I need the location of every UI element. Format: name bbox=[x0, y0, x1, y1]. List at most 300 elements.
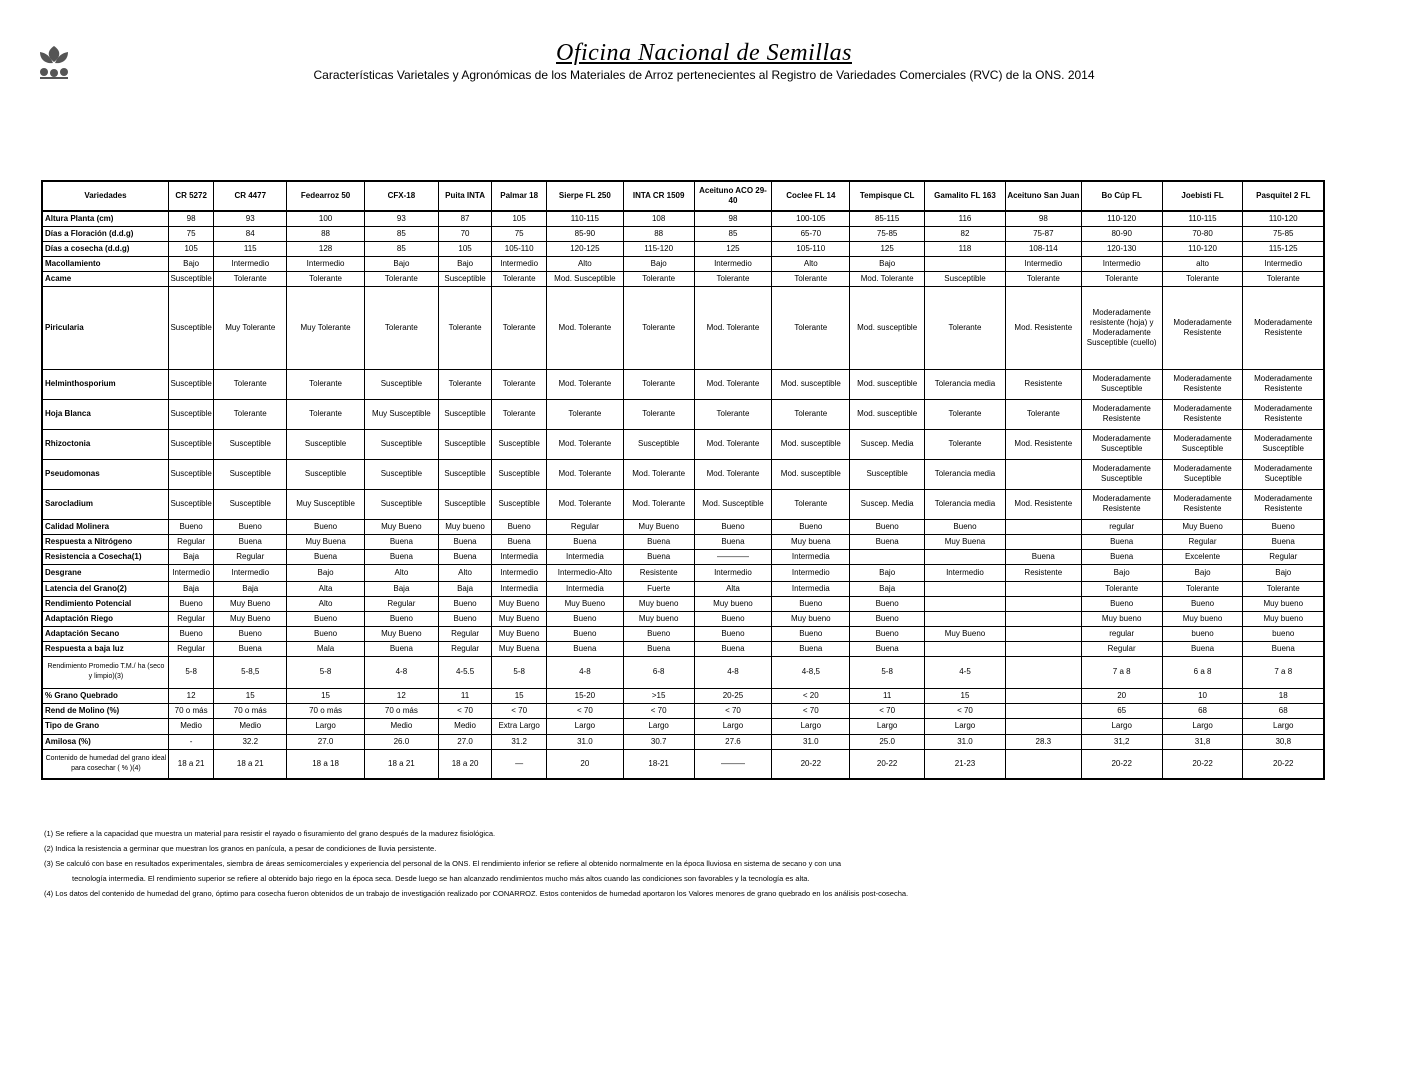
table-cell: Mod. susceptible bbox=[772, 459, 850, 489]
table-cell: Moderadamente Suceptible bbox=[1162, 459, 1243, 489]
table-cell: Susceptible bbox=[287, 459, 365, 489]
row-label: Tipo de Grano bbox=[42, 718, 168, 734]
table-cell: Moderadamente Resistente bbox=[1081, 489, 1162, 519]
table-cell: Intermedia bbox=[772, 549, 850, 564]
table-cell: < 70 bbox=[694, 703, 772, 718]
table-cell: Tolerante bbox=[492, 399, 547, 429]
table-cell: Susceptible bbox=[438, 489, 492, 519]
table-cell: 30,8 bbox=[1243, 734, 1324, 749]
table-cell: Bueno bbox=[287, 626, 365, 641]
table-cell: 20-22 bbox=[1081, 749, 1162, 779]
table-cell: Muy Buena bbox=[287, 534, 365, 549]
table-cell: 115-120 bbox=[623, 241, 694, 256]
table-cell: 20-22 bbox=[850, 749, 925, 779]
table-cell: Bajo bbox=[1162, 564, 1243, 581]
table-cell: Muy bueno bbox=[1243, 596, 1324, 611]
table-cell: Bueno bbox=[1081, 596, 1162, 611]
table-cell: Largo bbox=[925, 718, 1006, 734]
table-cell: Buena bbox=[1081, 534, 1162, 549]
table-row bbox=[42, 519, 1324, 534]
table-cell: Moderadamente Resistente bbox=[1162, 369, 1243, 399]
table-cell: Mod. Tolerante bbox=[694, 369, 772, 399]
table-row bbox=[42, 703, 1324, 718]
table-cell: Tolerante bbox=[1243, 271, 1324, 286]
column-header: Sierpe FL 250 bbox=[546, 181, 623, 211]
column-header: Pasquitel 2 FL bbox=[1243, 181, 1324, 211]
table-cell: Buena bbox=[772, 641, 850, 656]
table-cell: 18 a 20 bbox=[438, 749, 492, 779]
table-row bbox=[42, 596, 1324, 611]
table-cell: 75 bbox=[492, 226, 547, 241]
table-cell: 80-90 bbox=[1081, 226, 1162, 241]
table-cell: 5-8,5 bbox=[214, 656, 287, 688]
table-cell: Susceptible bbox=[364, 429, 438, 459]
table-cell: Tolerancia media bbox=[925, 489, 1006, 519]
table-cell: Mod. Tolerante bbox=[850, 271, 925, 286]
table-row bbox=[42, 256, 1324, 271]
table-row bbox=[42, 226, 1324, 241]
row-label: Rend de Molino (%) bbox=[42, 703, 168, 718]
row-label: Pseudomonas bbox=[42, 459, 168, 489]
table-cell: Regular bbox=[1081, 641, 1162, 656]
table-cell: Muy Bueno bbox=[492, 626, 547, 641]
table-cell: Alto bbox=[364, 564, 438, 581]
table-cell: 5-8 bbox=[850, 656, 925, 688]
table-cell bbox=[1005, 718, 1081, 734]
table-cell: 32.2 bbox=[214, 734, 287, 749]
table-cell: Muy Bueno bbox=[492, 596, 547, 611]
table-cell: 21-23 bbox=[925, 749, 1006, 779]
column-header: Aceituno San Juan bbox=[1005, 181, 1081, 211]
table-cell: Susceptible bbox=[492, 429, 547, 459]
table-cell: 105 bbox=[168, 241, 213, 256]
table-cell: Susceptible bbox=[492, 459, 547, 489]
table-cell: 70 bbox=[438, 226, 492, 241]
table-cell: Baja bbox=[214, 581, 287, 596]
table-cell: Intermedio bbox=[214, 256, 287, 271]
page-title: Oficina Nacional de Semillas bbox=[556, 40, 852, 66]
table-cell: Buena bbox=[287, 549, 365, 564]
table-cell: Mod. Tolerante bbox=[623, 489, 694, 519]
table-cell: Intermedio bbox=[694, 564, 772, 581]
table-cell bbox=[1005, 688, 1081, 703]
table-cell: Buena bbox=[438, 534, 492, 549]
table-cell: Bueno bbox=[287, 611, 365, 626]
table-cell: Muy Bueno bbox=[1162, 519, 1243, 534]
table-cell: Bajo bbox=[168, 256, 213, 271]
table-cell: Largo bbox=[1081, 718, 1162, 734]
table-cell: 18-21 bbox=[623, 749, 694, 779]
table-cell: 31,8 bbox=[1162, 734, 1243, 749]
table-cell: 15 bbox=[492, 688, 547, 703]
row-label: Adaptación Secano bbox=[42, 626, 168, 641]
table-cell: Tolerante bbox=[1005, 399, 1081, 429]
table-cell: Intermedio bbox=[1005, 256, 1081, 271]
column-header: CFX-18 bbox=[364, 181, 438, 211]
table-cell: Bueno bbox=[214, 519, 287, 534]
table-cell: 15 bbox=[214, 688, 287, 703]
table-cell: Bueno bbox=[772, 626, 850, 641]
table-cell: Intermedio bbox=[492, 564, 547, 581]
table-cell: 27.0 bbox=[287, 734, 365, 749]
table-cell: Alta bbox=[694, 581, 772, 596]
column-header: Fedearroz 50 bbox=[287, 181, 365, 211]
table-cell bbox=[1005, 596, 1081, 611]
table-cell: 70-80 bbox=[1162, 226, 1243, 241]
table-cell: 110-115 bbox=[546, 211, 623, 226]
table-cell: Susceptible bbox=[168, 489, 213, 519]
table-cell: 85-90 bbox=[546, 226, 623, 241]
table-cell: Bueno bbox=[850, 611, 925, 626]
table-cell: Baja bbox=[438, 581, 492, 596]
table-cell: Susceptible bbox=[438, 429, 492, 459]
table-cell: 6-8 bbox=[623, 656, 694, 688]
table-cell: 20-25 bbox=[694, 688, 772, 703]
table-cell: Muy bueno bbox=[694, 596, 772, 611]
column-header: INTA CR 1509 bbox=[623, 181, 694, 211]
table-cell: 70 o más bbox=[214, 703, 287, 718]
table-cell: Medio bbox=[214, 718, 287, 734]
table-cell: 18 a 18 bbox=[287, 749, 365, 779]
table-cell: Moderadamente Susceptible bbox=[1162, 429, 1243, 459]
table-cell: Tolerante bbox=[772, 271, 850, 286]
table-cell: Mod. Tolerante bbox=[546, 459, 623, 489]
table-cell: Intermedia bbox=[492, 549, 547, 564]
table-cell: Regular bbox=[438, 641, 492, 656]
table-row bbox=[42, 734, 1324, 749]
table-cell: 85 bbox=[364, 226, 438, 241]
table-row bbox=[42, 656, 1324, 688]
table-cell: Baja bbox=[364, 581, 438, 596]
table-cell: Bajo bbox=[287, 564, 365, 581]
table-row bbox=[42, 549, 1324, 564]
table-cell: Moderadamente Resistente bbox=[1243, 489, 1324, 519]
table-cell: Mod. susceptible bbox=[850, 369, 925, 399]
table-cell: 75-85 bbox=[850, 226, 925, 241]
table-cell: Muy Susceptible bbox=[287, 489, 365, 519]
table-cell: Bueno bbox=[623, 626, 694, 641]
table-cell: 110-120 bbox=[1081, 211, 1162, 226]
table-cell: Moderadamente resistente (hoja) y Moderadamente Susceptible (cuello) bbox=[1081, 286, 1162, 369]
table-cell: 31.2 bbox=[492, 734, 547, 749]
table-cell: Muy bueno bbox=[772, 611, 850, 626]
table-cell: regular bbox=[1081, 626, 1162, 641]
table-cell: Bueno bbox=[694, 626, 772, 641]
table-cell: 84 bbox=[214, 226, 287, 241]
table-cell: bueno bbox=[1243, 626, 1324, 641]
table-cell: 31.0 bbox=[546, 734, 623, 749]
table-cell: Tolerante bbox=[287, 271, 365, 286]
table-cell: Bueno bbox=[694, 611, 772, 626]
table-cell: Tolerante bbox=[364, 286, 438, 369]
row-label: Helminthosporium bbox=[42, 369, 168, 399]
table-cell: Buena bbox=[546, 534, 623, 549]
table-cell: Baja bbox=[168, 581, 213, 596]
table-cell: 4-5 bbox=[925, 656, 1006, 688]
table-cell: Buena bbox=[1162, 641, 1243, 656]
table-cell: Buena bbox=[694, 641, 772, 656]
table-cell: Bueno bbox=[168, 519, 213, 534]
footnotes bbox=[44, 826, 1374, 901]
table-cell: 27.6 bbox=[694, 734, 772, 749]
table-cell: Tolerante bbox=[1162, 581, 1243, 596]
table-row bbox=[42, 429, 1324, 459]
table-cell: Bajo bbox=[623, 256, 694, 271]
table-row bbox=[42, 271, 1324, 286]
column-header: Joebisti FL bbox=[1162, 181, 1243, 211]
table-cell: Bajo bbox=[438, 256, 492, 271]
table-cell: 125 bbox=[694, 241, 772, 256]
table-cell: 105 bbox=[492, 211, 547, 226]
table-cell: Alto bbox=[438, 564, 492, 581]
table-cell: < 70 bbox=[438, 703, 492, 718]
table-cell: 12 bbox=[364, 688, 438, 703]
table-cell: Muy bueno bbox=[623, 596, 694, 611]
table-cell: Mod. Tolerante bbox=[546, 369, 623, 399]
table-cell: Moderadamente Resistente bbox=[1243, 399, 1324, 429]
table-cell: Bueno bbox=[546, 611, 623, 626]
table-header-row bbox=[42, 181, 1324, 211]
table-cell: Resistente bbox=[623, 564, 694, 581]
table-cell: 20-22 bbox=[1162, 749, 1243, 779]
table-cell: 100 bbox=[287, 211, 365, 226]
table-cell: Buena bbox=[546, 641, 623, 656]
table-cell: Resistente bbox=[1005, 564, 1081, 581]
table-cell: Tolerante bbox=[214, 369, 287, 399]
table-cell: 10 bbox=[1162, 688, 1243, 703]
table-row bbox=[42, 211, 1324, 226]
table-cell: 28.3 bbox=[1005, 734, 1081, 749]
table-cell: Buena bbox=[1005, 549, 1081, 564]
table-cell: Tolerante bbox=[438, 369, 492, 399]
table-cell: Susceptible bbox=[623, 429, 694, 459]
table-cell: 75-87 bbox=[1005, 226, 1081, 241]
table-cell: Susceptible bbox=[364, 369, 438, 399]
column-header: CR 5272 bbox=[168, 181, 213, 211]
table-cell: Regular bbox=[168, 641, 213, 656]
table-cell bbox=[1005, 534, 1081, 549]
table-cell: Muy Bueno bbox=[546, 596, 623, 611]
table-cell: Tolerante bbox=[623, 369, 694, 399]
table-cell: Moderadamente Resistente bbox=[1162, 489, 1243, 519]
table-cell: Buena bbox=[623, 534, 694, 549]
table-cell: Tolerante bbox=[623, 271, 694, 286]
table-cell: Tolerante bbox=[772, 286, 850, 369]
table-cell: 120-125 bbox=[546, 241, 623, 256]
table-cell: 105 bbox=[438, 241, 492, 256]
table-cell: Regular bbox=[168, 534, 213, 549]
table-cell: Muy Bueno bbox=[214, 611, 287, 626]
table-cell: Tolerante bbox=[623, 399, 694, 429]
table-cell: Regular bbox=[214, 549, 287, 564]
table-cell: Mod. Tolerante bbox=[694, 286, 772, 369]
table-cell: Extra Largo bbox=[492, 718, 547, 734]
table-cell: Muy Bueno bbox=[364, 519, 438, 534]
table-row bbox=[42, 489, 1324, 519]
table-cell: Intermedia bbox=[546, 549, 623, 564]
table-cell: 115 bbox=[214, 241, 287, 256]
row-label: Días a Floración (d.d.g) bbox=[42, 226, 168, 241]
table-cell: Moderadamente Resistente bbox=[1162, 286, 1243, 369]
row-label: Rendimiento Potencial bbox=[42, 596, 168, 611]
table-cell: 5-8 bbox=[168, 656, 213, 688]
column-header: Palmar 18 bbox=[492, 181, 547, 211]
table-cell: Medio bbox=[168, 718, 213, 734]
table-cell: 30.7 bbox=[623, 734, 694, 749]
table-cell: Moderadamente Susceptible bbox=[1243, 429, 1324, 459]
table-cell: Bueno bbox=[364, 611, 438, 626]
table-cell: Baja bbox=[850, 581, 925, 596]
table-cell: Muy Tolerante bbox=[214, 286, 287, 369]
table-cell: Muy Bueno bbox=[623, 519, 694, 534]
table-cell: 4-8 bbox=[364, 656, 438, 688]
column-header: Gamalito FL 163 bbox=[925, 181, 1006, 211]
table-cell: < 70 bbox=[772, 703, 850, 718]
table-cell: Tolerante bbox=[925, 429, 1006, 459]
table-cell: < 70 bbox=[492, 703, 547, 718]
column-header: Coclee FL 14 bbox=[772, 181, 850, 211]
table-cell: < 70 bbox=[850, 703, 925, 718]
table-cell: < 20 bbox=[772, 688, 850, 703]
table-cell: 31.0 bbox=[925, 734, 1006, 749]
table-cell: Muy bueno bbox=[1162, 611, 1243, 626]
table-cell: Tolerante bbox=[492, 271, 547, 286]
table-cell: 85 bbox=[694, 226, 772, 241]
table-cell: Bueno bbox=[492, 519, 547, 534]
table-cell: 4-8,5 bbox=[772, 656, 850, 688]
table-cell: Muy bueno bbox=[623, 611, 694, 626]
table-cell: Largo bbox=[1162, 718, 1243, 734]
table-cell bbox=[850, 549, 925, 564]
table-cell: Mod. Tolerante bbox=[694, 429, 772, 459]
column-header: Bo Cúp FL bbox=[1081, 181, 1162, 211]
table-cell: 20-22 bbox=[1243, 749, 1324, 779]
row-label: Macollamiento bbox=[42, 256, 168, 271]
row-label: Amilosa (%) bbox=[42, 734, 168, 749]
table-cell: 27.0 bbox=[438, 734, 492, 749]
table-cell: Mod. Resistente bbox=[1005, 489, 1081, 519]
table-cell: 65-70 bbox=[772, 226, 850, 241]
row-label: Acame bbox=[42, 271, 168, 286]
table-cell: Moderadamente Susceptible bbox=[1081, 459, 1162, 489]
table-cell bbox=[1005, 703, 1081, 718]
table-cell: Largo bbox=[287, 718, 365, 734]
table-cell: Mod. Tolerante bbox=[623, 459, 694, 489]
table-cell: Medio bbox=[364, 718, 438, 734]
table-cell: 98 bbox=[694, 211, 772, 226]
table-cell: Regular bbox=[364, 596, 438, 611]
table-cell: Bueno bbox=[850, 596, 925, 611]
table-cell: 15 bbox=[925, 688, 1006, 703]
row-label: Rhizoctonia bbox=[42, 429, 168, 459]
table-cell: Tolerante bbox=[694, 271, 772, 286]
table-cell: Intermedio bbox=[168, 564, 213, 581]
footnote: (4) Los datos del contenido de humedad del grano, óptimo para cosecha fueron obtenidos de un trabajo de investigación realizado por CONARROZ. Estos contenidos de humedad aportaron los Valores menores de grano quebrado en los análisis post-cosecha. bbox=[44, 889, 909, 898]
table-cell: Medio bbox=[438, 718, 492, 734]
table-cell: Bueno bbox=[438, 611, 492, 626]
table-cell: < 70 bbox=[623, 703, 694, 718]
table-cell: Bajo bbox=[1243, 564, 1324, 581]
table-cell: Susceptible bbox=[168, 369, 213, 399]
table-cell: Bueno bbox=[1243, 519, 1324, 534]
table-cell: Tolerante bbox=[492, 369, 547, 399]
table-cell: Largo bbox=[772, 718, 850, 734]
table-cell: Susceptible bbox=[214, 459, 287, 489]
table-cell: Buena bbox=[850, 641, 925, 656]
table-cell: 105-110 bbox=[772, 241, 850, 256]
table-cell: 18 a 21 bbox=[214, 749, 287, 779]
table-cell: Bajo bbox=[850, 256, 925, 271]
table-cell: Mod. Susceptible bbox=[694, 489, 772, 519]
table-cell: ———— bbox=[694, 549, 772, 564]
row-label: Días a cosecha (d.d.g) bbox=[42, 241, 168, 256]
table-cell: Mod. susceptible bbox=[772, 369, 850, 399]
page-subtitle: Características Varietales y Agronómicas de los Materiales de Arroz pertenecientes al Registro de Variedades Comerciales (RVC) de la ONS. 2014 bbox=[313, 68, 1095, 82]
table-cell: Largo bbox=[623, 718, 694, 734]
table-cell: 98 bbox=[168, 211, 213, 226]
table-cell: Alto bbox=[287, 596, 365, 611]
table-cell: 108-114 bbox=[1005, 241, 1081, 256]
table-cell: Mod. Tolerante bbox=[546, 429, 623, 459]
table-cell: 31.0 bbox=[772, 734, 850, 749]
table-cell: Largo bbox=[694, 718, 772, 734]
table-cell: Susceptible bbox=[168, 459, 213, 489]
row-label: Piricularia bbox=[42, 286, 168, 369]
table-cell: 4-8 bbox=[546, 656, 623, 688]
table-cell: Muy buena bbox=[772, 534, 850, 549]
table-cell: Bueno bbox=[772, 519, 850, 534]
table-cell: Buena bbox=[492, 534, 547, 549]
table-cell: Susceptible bbox=[168, 429, 213, 459]
table-cell: Tolerante bbox=[438, 286, 492, 369]
table-cell: 125 bbox=[850, 241, 925, 256]
table-cell: Muy Bueno bbox=[364, 626, 438, 641]
table-cell: 88 bbox=[287, 226, 365, 241]
table-cell: Bajo bbox=[1081, 564, 1162, 581]
table-cell: Bajo bbox=[850, 564, 925, 581]
table-cell: Bueno bbox=[168, 626, 213, 641]
table-cell: Susceptible bbox=[364, 489, 438, 519]
table-cell: Tolerante bbox=[1162, 271, 1243, 286]
table-cell: Muy bueno bbox=[438, 519, 492, 534]
table-cell: 88 bbox=[623, 226, 694, 241]
table-cell: Buena bbox=[850, 534, 925, 549]
table-cell: Mod. Tolerante bbox=[546, 489, 623, 519]
table-cell: Bueno bbox=[168, 596, 213, 611]
table-cell: bueno bbox=[1162, 626, 1243, 641]
table-cell bbox=[925, 256, 1006, 271]
table-cell: Regular bbox=[1243, 549, 1324, 564]
table-cell: Mod. Resistente bbox=[1005, 429, 1081, 459]
table-cell: Regular bbox=[168, 611, 213, 626]
table-cell bbox=[925, 581, 1006, 596]
table-cell: Buena bbox=[623, 641, 694, 656]
table-cell: 128 bbox=[287, 241, 365, 256]
table-cell: Susceptible bbox=[168, 286, 213, 369]
table-cell: 120-130 bbox=[1081, 241, 1162, 256]
row-label: Rendimiento Promedio T.M./ ha (seco y limpio)(3) bbox=[42, 656, 168, 688]
table-cell: Tolerante bbox=[1081, 581, 1162, 596]
table-row bbox=[42, 369, 1324, 399]
table-cell: Susceptible bbox=[850, 459, 925, 489]
table-cell: 6 a 8 bbox=[1162, 656, 1243, 688]
table-cell: Muy Tolerante bbox=[287, 286, 365, 369]
table-cell: Tolerante bbox=[1081, 271, 1162, 286]
table-cell: Tolerante bbox=[772, 399, 850, 429]
table-cell: 93 bbox=[214, 211, 287, 226]
table-cell: Baja bbox=[168, 549, 213, 564]
table-cell: 70 o más bbox=[168, 703, 213, 718]
